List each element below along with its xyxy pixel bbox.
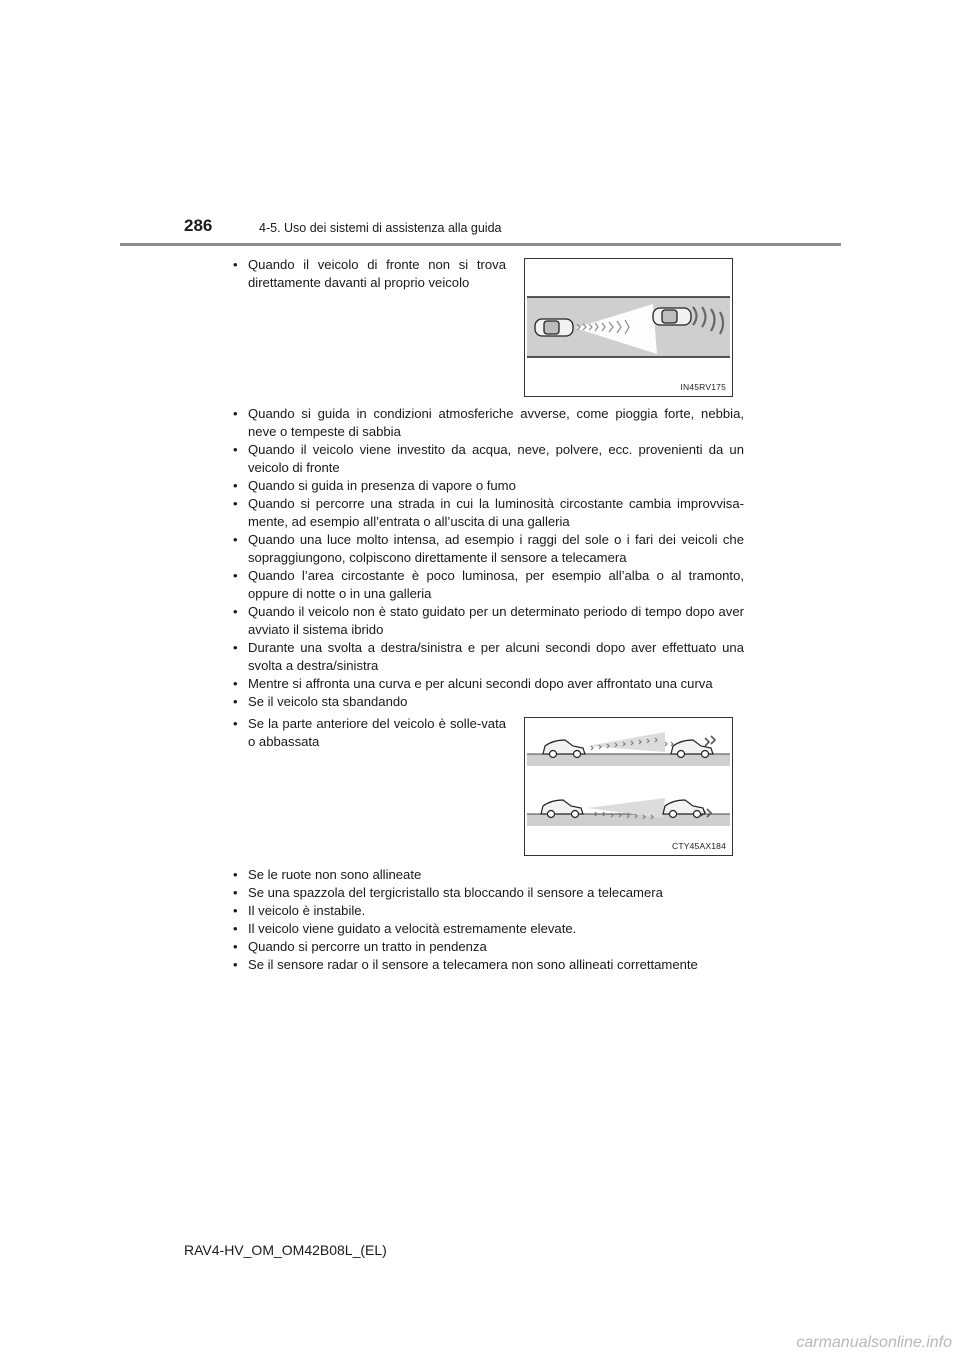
list-item: • Quando il veicolo di fronte non si trova direttamente davanti al proprio veicolo xyxy=(229,256,506,292)
bullet-list-conditions xyxy=(229,405,744,711)
list-item: • Quando una luce molto intensa, ad esempio i raggi del sole o i fari dei veicoli che sopraggiungono, colpiscono direttamente il sensore a telecamera xyxy=(229,531,744,567)
document-code: RAV4-HV_OM_OM42B08L_(EL) xyxy=(184,1242,387,1258)
watermark: carmanualsonline.info xyxy=(796,1334,952,1351)
bullet-list-tilt xyxy=(229,715,506,751)
list-item: • Se il sensore radar o il sensore a telecamera non sono allineati correttamente xyxy=(229,956,744,974)
list-item: • Quando l’area circostante è poco luminosa, per esempio all’alba o al tramonto, oppure di notte o in una galleria xyxy=(229,567,744,603)
bullet-list-other xyxy=(229,866,744,974)
figure-code: IN45RV175 xyxy=(680,382,726,392)
offset-vehicle-figure xyxy=(524,258,733,397)
list-item: • Il veicolo viene guidato a velocità estremamente elevate. xyxy=(229,920,744,938)
list-item: • Se il veicolo sta sbandando xyxy=(229,693,744,711)
list-item: • Quando si guida in condizioni atmosferiche avverse, come pioggia forte, nebbia, neve o tempeste di sabbia xyxy=(229,405,744,441)
list-item: • Il veicolo è instabile. xyxy=(229,902,744,920)
section-title: 4-5. Uso dei sistemi di assistenza alla guida xyxy=(259,221,502,235)
page-number: 286 xyxy=(184,216,213,235)
list-item: • Quando si percorre un tratto in pendenza xyxy=(229,938,744,956)
list-item: • Quando il veicolo viene investito da acqua, neve, polvere, ecc. provenienti da un veicolo di fronte xyxy=(229,441,744,477)
list-item: • Se la parte anteriore del veicolo è solle-vata o abbassata xyxy=(229,715,506,751)
header-rule xyxy=(120,243,841,246)
list-item: • Se una spazzola del tergicristallo sta bloccando il sensore a telecamera xyxy=(229,884,744,902)
bullet-list-offset xyxy=(229,256,506,292)
tilted-vehicle-radar-illustration xyxy=(525,718,732,855)
list-item: • Quando il veicolo non è stato guidato per un determinato periodo di tempo dopo aver avviato il sistema ibrido xyxy=(229,603,744,639)
list-item: • Mentre si affronta una curva e per alcuni secondi dopo aver affrontato una curva xyxy=(229,675,744,693)
tilted-vehicle-figure xyxy=(524,717,733,856)
list-item: • Se le ruote non sono allineate xyxy=(229,866,744,884)
figure-code: CTY45AX184 xyxy=(672,841,726,851)
offset-vehicle-radar-illustration xyxy=(525,259,732,396)
list-item: • Quando si percorre una strada in cui la luminosità circostante cambia improvvisa-mente, ad esempio all’entrata o all’uscita di una galleria xyxy=(229,495,744,531)
list-item: • Durante una svolta a destra/sinistra e per alcuni secondi dopo aver effettuato una svolta a destra/sinistra xyxy=(229,639,744,675)
list-item: • Quando si guida in presenza di vapore o fumo xyxy=(229,477,744,495)
